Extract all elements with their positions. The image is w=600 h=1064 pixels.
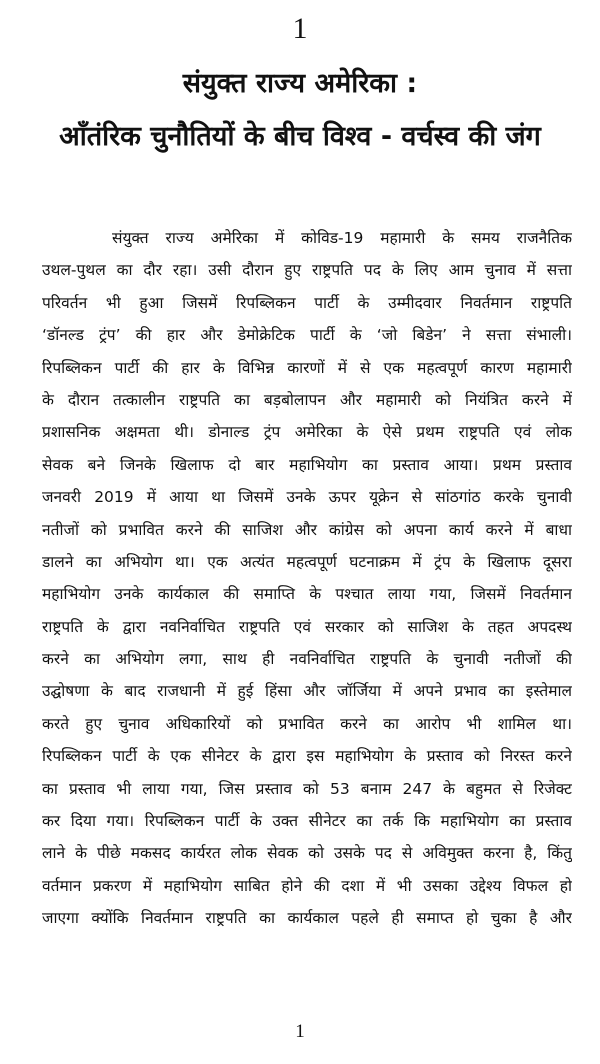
body-line: करने का अभियोग लगा, साथ ही नवनिर्वाचित राष्ट्रपति के चुनावी नतीजों की <box>42 650 572 669</box>
chapter-title-line-2: आँतंरिक चुनौतियों के बीच विश्व - वर्चस्व की जंग <box>59 121 541 152</box>
body-text <box>42 222 572 935</box>
body-line: राष्ट्रपति के द्वारा नवनिर्वाचित राष्ट्रपति एवं सरकार को साजिश के तहत अपदस्थ <box>42 617 572 636</box>
body-line: रिपब्लिकन पार्टी की हार के विभिन्न कारणों में से एक महत्वपूर्ण कारण महामारी <box>42 358 572 377</box>
body-line: के दौरान तत्कालीन राष्ट्रपति का बड़बोलापन और महामारी को नियंत्रित करने में <box>42 390 572 409</box>
chapter-title-line-1: संयुक्त राज्य अमेरिका : <box>182 68 418 99</box>
page-number: 1 <box>295 1021 305 1042</box>
chapter-number: 1 <box>292 12 308 45</box>
body-line: नतीजों को प्रभावित करने की साजिश और कांग्रेस को अपना कार्य करने में बाधा <box>42 520 572 539</box>
body-line: उद्घोषणा के बाद राजधानी में हुई हिंसा और जॉर्जिया में अपने प्रभाव का इस्तेमाल <box>42 682 572 701</box>
body-line: वर्तमान प्रकरण में महाभियोग साबित होने की दशा में भी उसका उद्देश्य विफल हो <box>42 876 572 895</box>
body-line: कर दिया गया। रिपब्लिकन पार्टी के उक्त सीनेटर का तर्क कि महाभियोग का प्रस्ताव <box>42 812 572 831</box>
body-line: प्रशासनिक अक्षमता थी। डोनाल्ड ट्रंप अमेरिका के ऐसे प्रथम राष्ट्रपति एवं लोक <box>42 423 572 442</box>
body-line: ‘डॉनल्ड ट्रंप’ की हार और डेमोक्रेटिक पार्टी के ‘जो बिडेन’ ने सत्ता संभाली। <box>42 326 572 345</box>
body-line: लाने के पीछे मकसद कार्यरत लोक सेवक को उसके पद से अविमुक्त करना है, किंतु <box>42 844 572 863</box>
body-line: जनवरी 2019 में आया था जिसमें उनके ऊपर यूक्रेन से सांठगांठ करके चुनावी <box>42 488 572 507</box>
body-line: करते हुए चुनाव अधिकारियों को प्रभावित करने का आरोप भी शामिल था। <box>42 714 572 733</box>
body-line: का प्रस्ताव भी लाया गया, जिस प्रस्ताव को 53 बनाम 247 के बहुमत से रिजेक्ट <box>42 779 572 798</box>
body-line: संयुक्त राज्य अमेरिका में कोविड-19 महामारी के समय राजनैतिक <box>112 229 572 247</box>
body-line: उथल-पुथल का दौर रहा। उसी दौरान हुए राष्ट्रपति पद के लिए आम चुनाव में सत्ता <box>42 261 572 280</box>
body-line: महाभियोग उनके कार्यकाल की समाप्ति के पश्चात लाया गया, जिसमें निवर्तमान <box>42 585 572 604</box>
body-line: सेवक बने जिनके खिलाफ दो बार महाभियोग का प्रस्ताव आया। प्रथम प्रस्ताव <box>42 455 572 474</box>
body-line: डालने का अभियोग था। एक अत्यंत महत्वपूर्ण घटनाक्रम में ट्रंप के खिलाफ दूसरा <box>42 552 572 571</box>
body-line: जाएगा क्योंकि निवर्तमान राष्ट्रपति का कार्यकाल पहले ही समाप्त हो चुका है और <box>42 909 572 928</box>
body-line: परिवर्तन भी हुआ जिसमें रिपब्लिकन पार्टी के उम्मीदवार निवर्तमान राष्ट्रपति <box>42 293 572 312</box>
body-line: रिपब्लिकन पार्टी के एक सीनेटर के द्वारा इस महाभियोग के प्रस्ताव को निरस्त करने <box>42 747 572 766</box>
